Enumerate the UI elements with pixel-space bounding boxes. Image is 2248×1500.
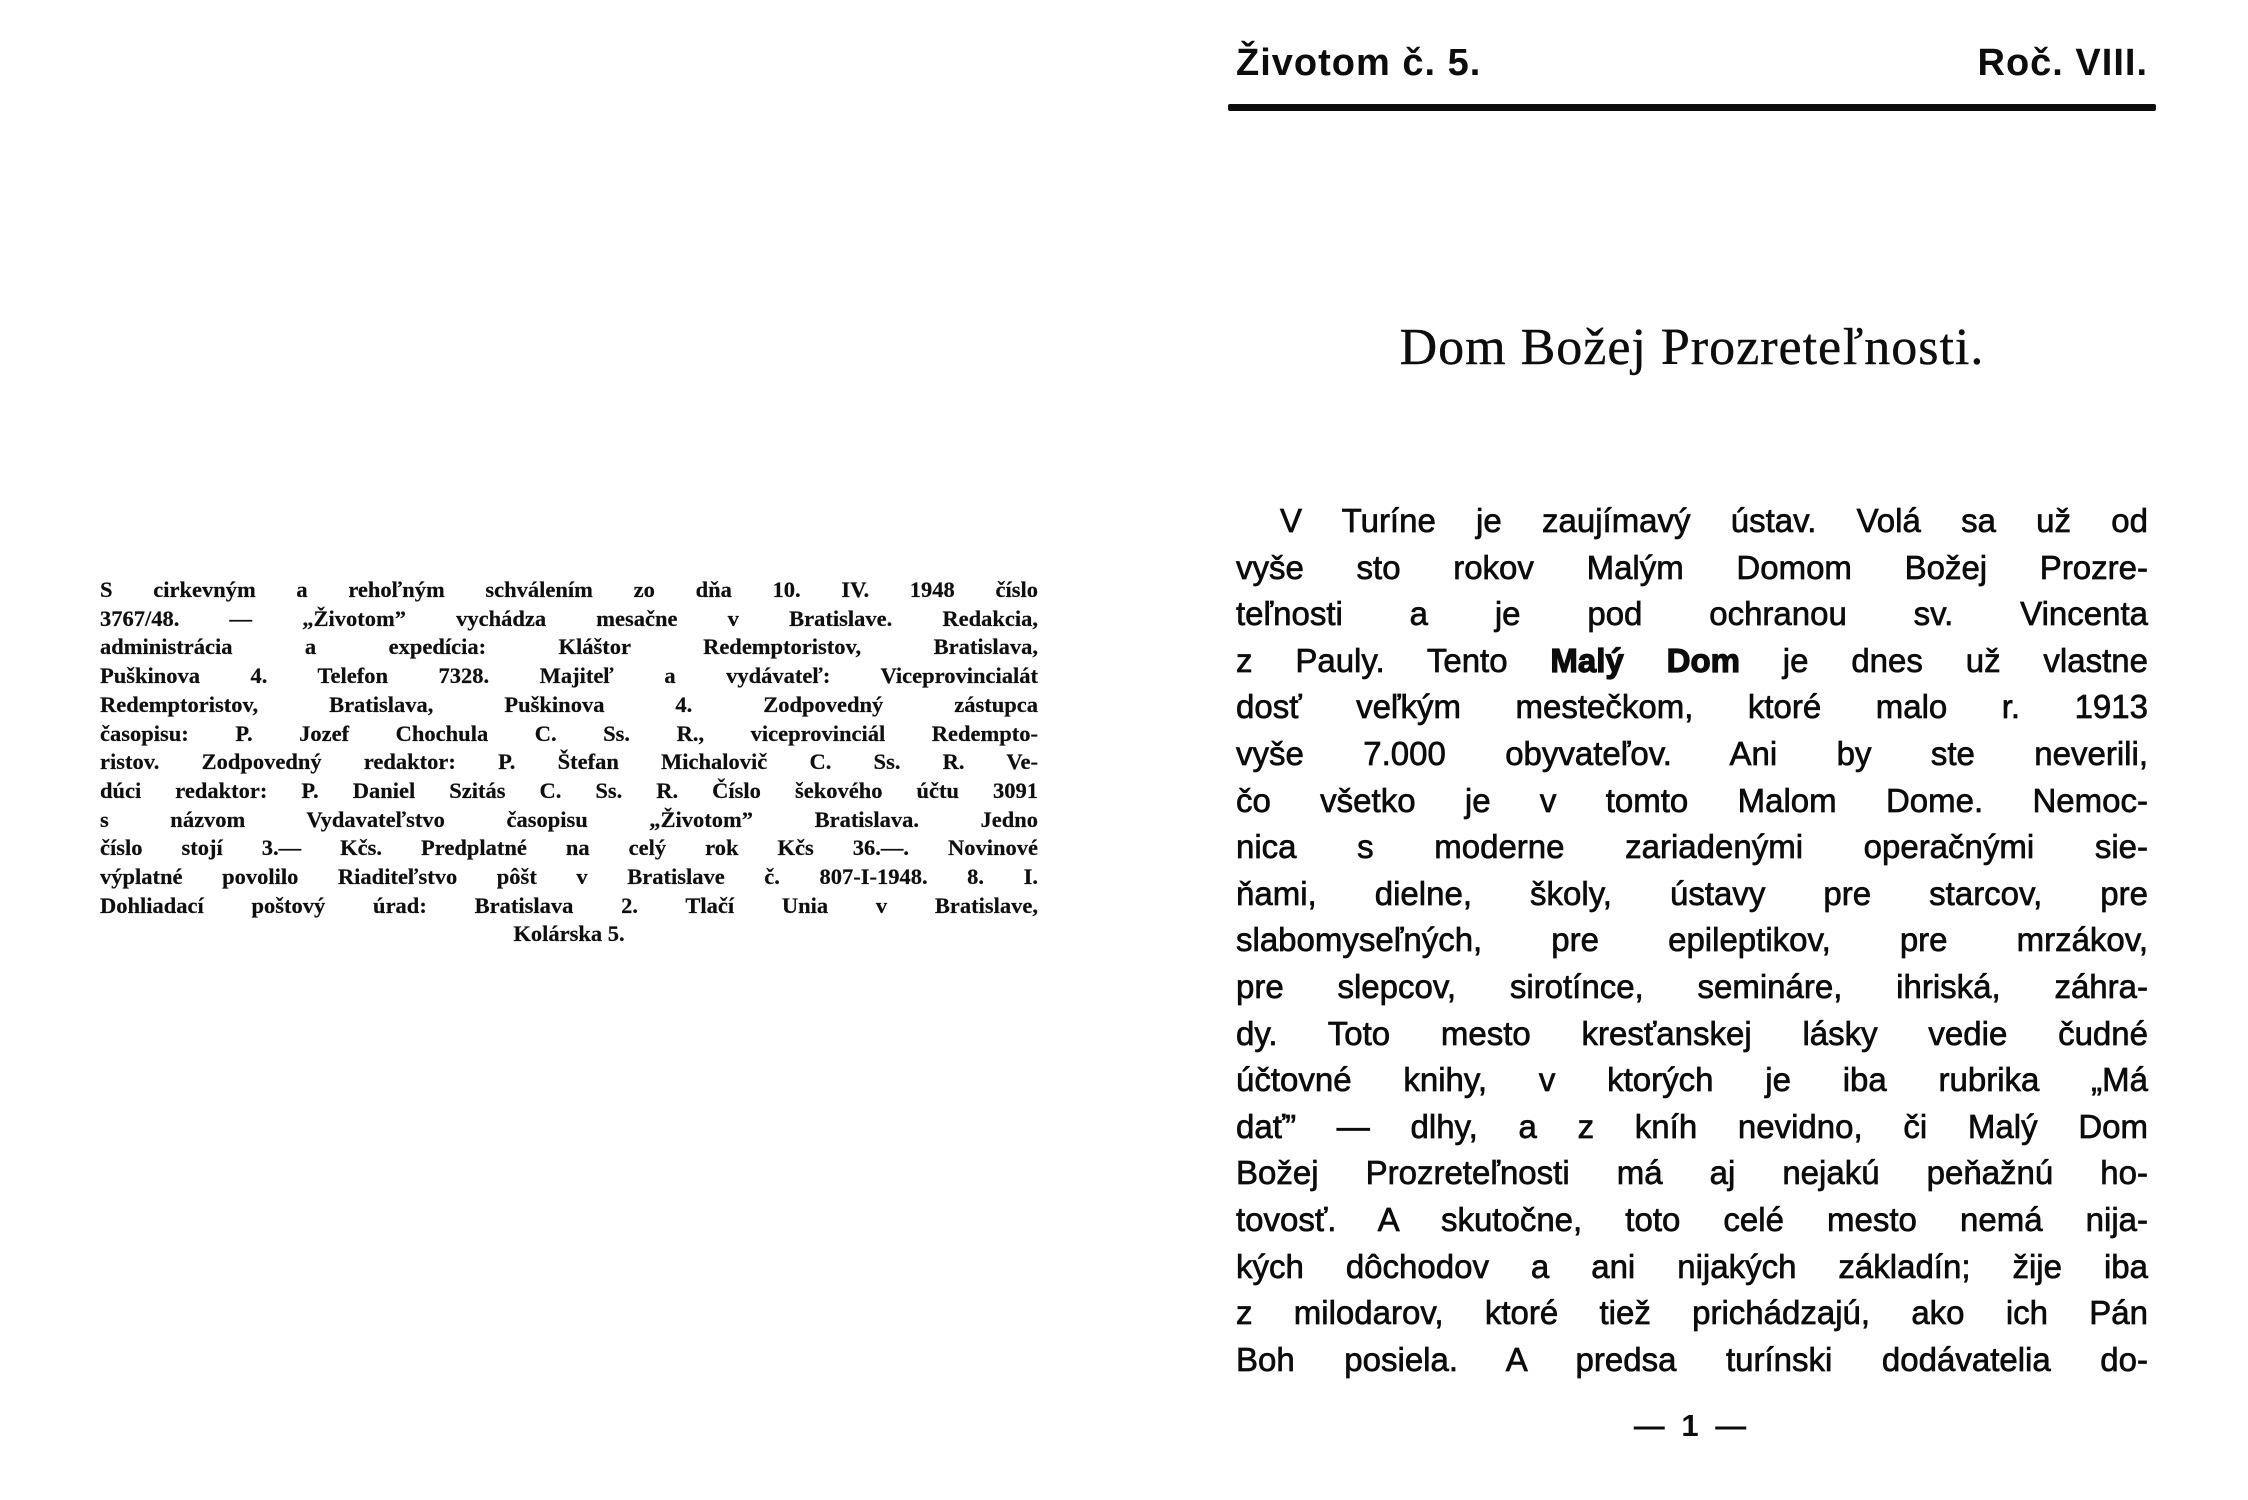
article-line: Boh posiela. A predsa turínski dodávatelia do- <box>1236 1340 2148 1378</box>
article-line: ňami, dielne, školy, ústavy pre starcov, pre <box>1236 874 2148 912</box>
imprint-line: Dohliadací poštový úrad: Bratislava 2. Tlačí Unia v Bratislave, <box>100 892 1038 918</box>
article-line: tovosť. A skutočne, toto celé mesto nemá nija- <box>1236 1200 2148 1238</box>
article-line: V Turíne je zaujímavý ústav. Volá sa už od <box>1280 502 2148 539</box>
journal-issue-label: Životom č. 5. <box>1236 42 1482 84</box>
journal-volume-label: Roč. VIII. <box>1977 42 2148 84</box>
imprint-line: dúci redaktor: P. Daniel Szitás C. Ss. R. Číslo šekového účtu 3091 <box>100 777 1038 803</box>
article-line: pre slepcov, sirotínce, semináre, ihriská, záhra- <box>1236 967 2148 1005</box>
article-body <box>1236 498 2148 1383</box>
article-line: z milodarov, ktoré tiež prichádzajú, ako ich Pán <box>1236 1294 2148 1332</box>
article-line: účtovné knihy, v ktorých je iba rubrika „Má <box>1236 1061 2148 1099</box>
imprint-line: S cirkevným a rehoľným schválením zo dňa 10. IV. 1948 číslo <box>100 577 1038 602</box>
article-line: vyše 7.000 obyvateľov. Ani by ste neverili, <box>1236 734 2148 772</box>
imprint-line: číslo stojí 3.— Kčs. Predplatné na celý rok Kčs 36.—. Novinové <box>100 835 1038 861</box>
article-line: slabomyseľných, pre epileptikov, pre mrzákov, <box>1236 921 2148 959</box>
imprint-line: výplatné povolilo Riaditeľstvo pôšt v Bratislave č. 807-I-1948. 8. I. <box>100 864 1038 890</box>
article-line: čo všetko je v tomto Malom Dome. Nemoc- <box>1236 781 2148 819</box>
journal-header <box>1236 42 2148 85</box>
imprint-line: ristov. Zodpovedný redaktor: P. Štefan Michalovič C. Ss. R. Ve- <box>100 749 1038 775</box>
article-column <box>1236 0 2148 1500</box>
article-line: kých dôchodov a ani nijakých základín; žije iba <box>1236 1247 2148 1285</box>
article-line: Božej Prozreteľnosti má aj nejakú peňažnú ho- <box>1236 1154 2148 1192</box>
article-line: dosť veľkým mestečkom, ktoré malo r. 1913 <box>1236 688 2148 726</box>
imprint-line: Kolárska 5. <box>513 921 625 947</box>
article-title: Dom Božej Prozreteľnosti. <box>1399 319 1985 376</box>
imprint-line: administrácia a expedícia: Kláštor Redemptoristov, Bratislava, <box>100 634 1038 660</box>
article-line: nica s moderne zariadenými operačnými sie- <box>1236 828 2148 866</box>
bold-phrase: Malý Dom <box>1550 641 1740 679</box>
imprint-line: 3767/48. — „Životom” vychádza mesačne v Bratislave. Redakcia, <box>100 605 1038 631</box>
article-line: dať” — dlhy, a z kníh nevidno, či Malý Dom <box>1236 1107 2148 1145</box>
imprint-line: Puškinova 4. Telefon 7328. Majiteľ a vydávateľ: Viceprovincialát <box>100 663 1038 689</box>
article-line: z Pauly. Tento Malý Dom je dnes už vlastne <box>1236 641 2148 679</box>
article-line: vyše sto rokov Malým Domom Božej Prozre- <box>1236 548 2148 586</box>
header-rule <box>1228 104 2156 111</box>
imprint-line: s názvom Vydavateľstvo časopisu „Životom” Bratislava. Jedno <box>100 806 1038 832</box>
page-number: — 1 — <box>1633 1408 1751 1443</box>
imprint-block <box>100 576 1038 949</box>
imprint-line: Redemptoristov, Bratislava, Puškinova 4. Zodpovedný zástupca <box>100 691 1038 717</box>
imprint-line: časopisu: P. Jozef Chochula C. Ss. R., viceprovinciál Redempto- <box>100 720 1038 746</box>
article-line: dy. Toto mesto kresťanskej lásky vedie čudné <box>1236 1014 2148 1052</box>
article-line: teľnosti a je pod ochranou sv. Vincenta <box>1236 595 2148 633</box>
